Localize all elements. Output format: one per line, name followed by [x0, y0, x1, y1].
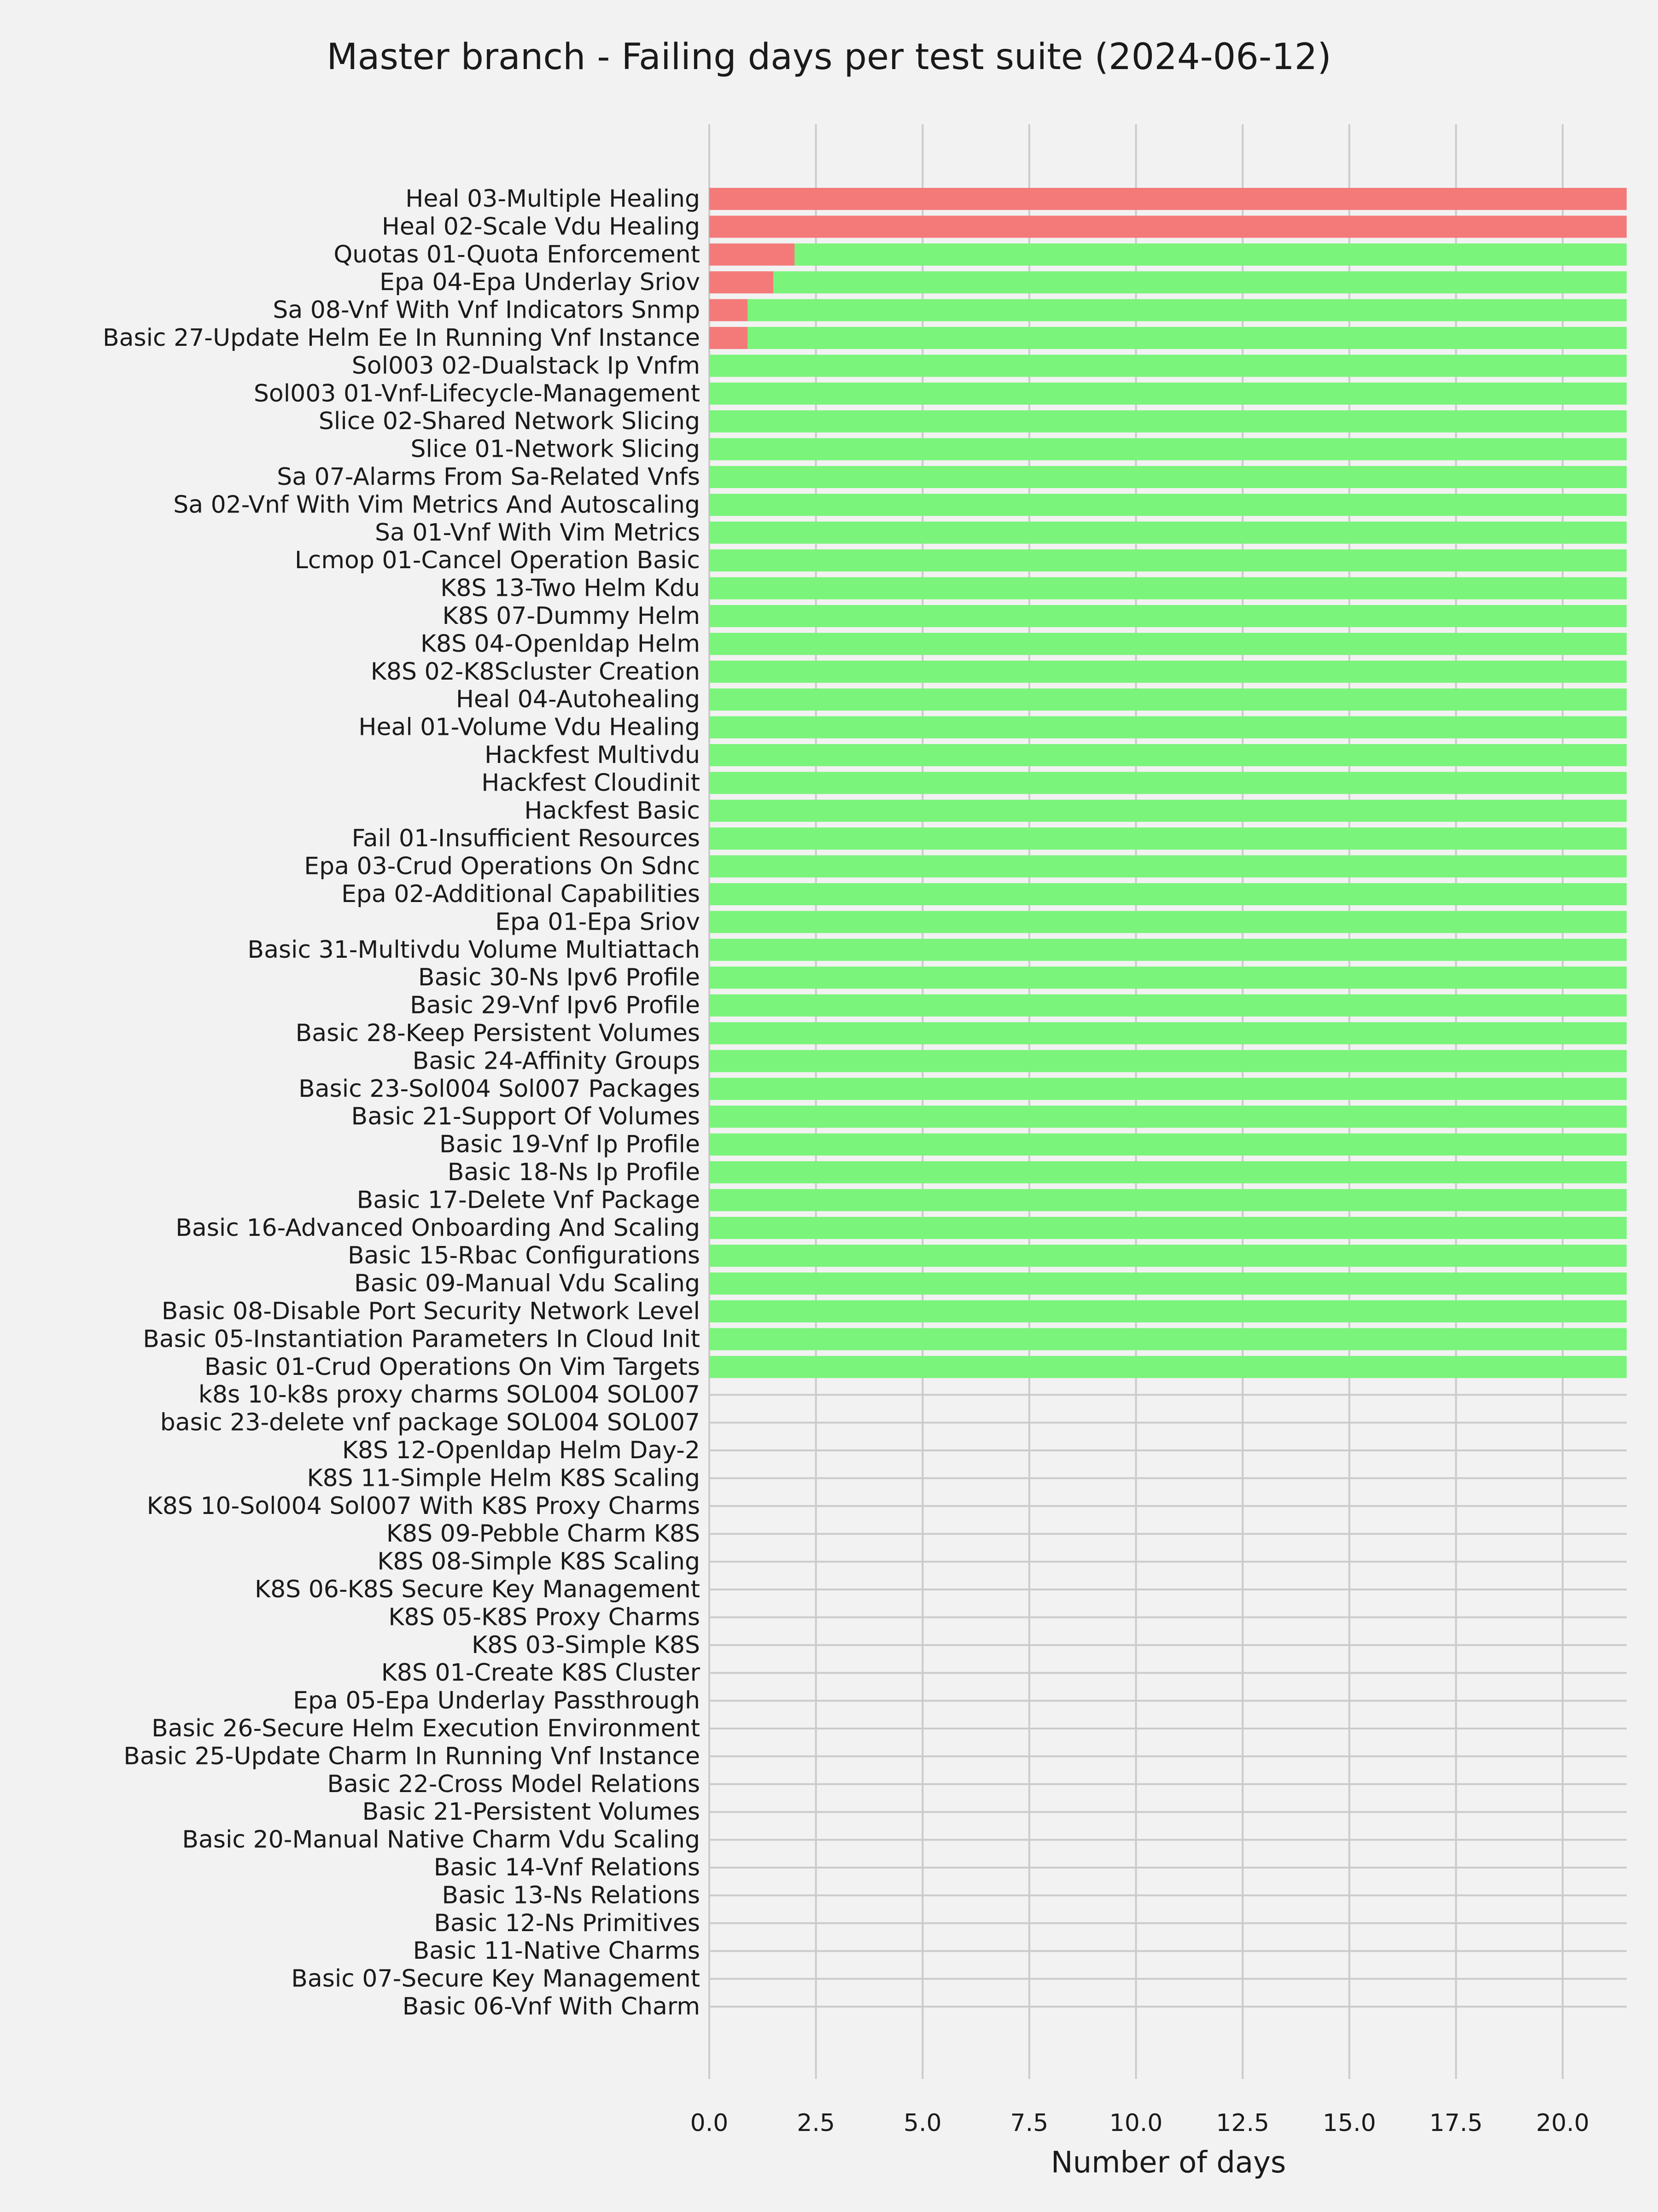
category-label: K8S 06-K8S Secure Key Management: [254, 1576, 700, 1603]
bar-passing: [709, 995, 1627, 1017]
x-tick-label: 2.5: [797, 2109, 835, 2137]
bar-passing: [709, 1022, 1627, 1044]
category-label: K8S 01-Create K8S Cluster: [381, 1659, 700, 1687]
category-label: Sa 07-Alarms From Sa-Related Vnfs: [277, 463, 700, 491]
bar-passing: [709, 1106, 1627, 1128]
bar-passing: [709, 911, 1627, 933]
bar-failing: [709, 188, 1627, 210]
category-label: Epa 04-Epa Underlay Sriov: [379, 268, 700, 297]
category-label: Heal 01-Volume Vdu Healing: [358, 713, 700, 741]
bar-passing: [794, 244, 1627, 266]
category-label: Epa 05-Epa Underlay Passthrough: [293, 1687, 700, 1715]
category-label: Basic 01-Crud Operations On Vim Targets: [204, 1353, 700, 1381]
bar-passing: [709, 633, 1627, 655]
category-label: Basic 21-Persistent Volumes: [362, 1798, 700, 1826]
bar-passing: [709, 1050, 1627, 1072]
bar-passing: [709, 827, 1627, 850]
bar-passing: [747, 299, 1627, 321]
bar-passing: [709, 939, 1627, 961]
bar-passing: [709, 577, 1627, 600]
category-label: Epa 03-Crud Operations On Sdnc: [304, 852, 700, 880]
bar-passing: [709, 1273, 1627, 1295]
category-label: Basic 20-Manual Native Charm Vdu Scaling: [182, 1826, 700, 1854]
category-label: Basic 31-Multivdu Volume Multiattach: [247, 936, 700, 964]
x-tick-label: 20.0: [1536, 2109, 1589, 2137]
bar-passing: [709, 966, 1627, 989]
category-label: Basic 09-Manual Vdu Scaling: [354, 1269, 700, 1298]
bar-passing: [709, 355, 1627, 377]
category-label: Basic 26-Secure Helm Execution Environment: [152, 1715, 700, 1742]
category-label: Epa 01-Epa Sriov: [495, 908, 700, 936]
bar-passing: [773, 271, 1627, 293]
bar-passing: [709, 383, 1627, 405]
category-label: Basic 27-Update Helm Ee In Running Vnf Instance: [102, 324, 700, 352]
category-label: Basic 21-Support Of Volumes: [351, 1103, 700, 1131]
category-label: Basic 18-Ns Ip Profile: [447, 1158, 700, 1186]
bar-passing: [709, 466, 1627, 488]
category-label: Basic 06-Vnf With Charm: [402, 1993, 700, 2020]
category-label: Basic 28-Keep Persistent Volumes: [295, 1019, 700, 1047]
category-label: Slice 02-Shared Network Slicing: [318, 407, 700, 436]
category-label: Sa 01-Vnf With Vim Metrics: [374, 518, 700, 547]
bar-failing: [709, 299, 747, 321]
bar-passing: [709, 688, 1627, 710]
category-label: Hackfest Cloudinit: [481, 769, 700, 797]
bar-passing: [709, 438, 1627, 460]
bar-passing: [709, 494, 1627, 516]
category-label: K8S 04-Openldap Helm: [420, 630, 700, 658]
bar-passing: [747, 327, 1627, 349]
bar-passing: [709, 883, 1627, 905]
bar-passing: [709, 1161, 1627, 1183]
bar-passing: [709, 1356, 1627, 1378]
x-axis-label: Number of days: [1051, 2146, 1286, 2180]
category-label: Slice 01-Network Slicing: [410, 435, 700, 463]
category-label: Sol003 02-Dualstack Ip Vnfm: [351, 352, 700, 380]
category-label: Fail 01-Insufficient Resources: [351, 825, 700, 853]
bar-passing: [709, 1189, 1627, 1211]
bars: [709, 188, 1627, 1378]
bar-passing: [709, 772, 1627, 794]
category-label: K8S 05-K8S Proxy Charms: [388, 1603, 700, 1631]
x-tick-label: 17.5: [1429, 2109, 1483, 2137]
category-label: Sa 02-Vnf With Vim Metrics And Autoscaling: [173, 491, 700, 519]
bar-failing: [709, 244, 794, 266]
x-tick-label: 15.0: [1322, 2109, 1376, 2137]
category-label: K8S 08-Simple K8S Scaling: [377, 1548, 700, 1576]
bar-failing: [709, 215, 1627, 238]
category-label: Basic 13-Ns Relations: [442, 1881, 700, 1909]
bar-passing: [709, 1245, 1627, 1267]
x-tick-label: 12.5: [1216, 2109, 1270, 2137]
category-label: K8S 02-K8Scluster Creation: [370, 658, 700, 686]
category-label: Basic 30-Ns Ipv6 Profile: [418, 964, 700, 992]
category-label: Hackfest Basic: [524, 797, 700, 825]
bar-failing: [709, 327, 747, 349]
x-tick-label: 0.0: [690, 2109, 729, 2137]
bar-passing: [709, 856, 1627, 878]
category-label: Basic 16-Advanced Onboarding And Scaling: [175, 1214, 700, 1242]
category-label: Basic 05-Instantiation Parameters In Cloud Init: [143, 1325, 700, 1353]
category-label: Basic 08-Disable Port Security Network Level: [161, 1298, 700, 1325]
category-label: Basic 17-Delete Vnf Package: [356, 1186, 700, 1214]
category-label: K8S 03-Simple K8S: [472, 1631, 700, 1659]
category-label: K8S 11-Simple Helm K8S Scaling: [307, 1464, 700, 1492]
category-label: Basic 14-Vnf Relations: [433, 1854, 700, 1881]
bar-passing: [709, 605, 1627, 627]
bar-passing: [709, 1300, 1627, 1322]
category-label: Basic 07-Secure Key Management: [291, 1965, 700, 1993]
category-label: K8S 07-Dummy Helm: [442, 602, 700, 630]
category-label: Epa 02-Additional Capabilities: [341, 880, 700, 908]
category-label: K8S 09-Pebble Charm K8S: [386, 1520, 700, 1548]
chart-title: Master branch - Failing days per test suite (2024-06-12): [327, 36, 1331, 78]
category-label: Basic 12-Ns Primitives: [434, 1909, 700, 1937]
category-label: Sa 08-Vnf With Vnf Indicators Snmp: [273, 296, 700, 324]
x-tick-label: 5.0: [903, 2109, 942, 2137]
bar-passing: [709, 800, 1627, 822]
category-label: Heal 04-Autohealing: [455, 686, 700, 714]
bar-passing: [709, 1328, 1627, 1350]
bar-passing: [709, 549, 1627, 571]
category-label: Basic 11-Native Charms: [413, 1937, 700, 1965]
bar-passing: [709, 522, 1627, 544]
category-label: Quotas 01-Quota Enforcement: [333, 240, 700, 268]
category-label: Lcmop 01-Cancel Operation Basic: [294, 547, 700, 575]
bar-passing: [709, 661, 1627, 683]
category-label: Basic 23-Sol004 Sol007 Packages: [298, 1075, 700, 1103]
category-labels: [103, 185, 701, 2020]
bar-passing: [709, 1134, 1627, 1156]
category-label: K8S 10-Sol004 Sol007 With K8S Proxy Charms: [146, 1492, 700, 1520]
category-label: Basic 22-Cross Model Relations: [327, 1770, 700, 1798]
category-label: Sol003 01-Vnf-Lifecycle-Management: [253, 379, 700, 407]
bar-passing: [709, 744, 1627, 766]
bar-failing: [709, 271, 773, 293]
category-label: Basic 24-Affinity Groups: [412, 1047, 700, 1075]
category-label: Basic 19-Vnf Ip Profile: [439, 1130, 700, 1158]
category-label: Basic 29-Vnf Ipv6 Profile: [410, 991, 700, 1019]
category-label: Heal 02-Scale Vdu Healing: [381, 213, 700, 241]
category-label: Basic 15-Rbac Configurations: [348, 1242, 700, 1270]
category-label: Hackfest Multivdu: [485, 741, 700, 769]
bar-passing: [709, 1217, 1627, 1239]
category-label: Basic 25-Update Charm In Running Vnf Instance: [123, 1742, 700, 1770]
category-label: K8S 12-Openldap Helm Day-2: [342, 1437, 700, 1464]
category-label: Heal 03-Multiple Healing: [405, 185, 700, 213]
x-tick-label: 10.0: [1109, 2109, 1163, 2137]
x-tick-labels: [690, 2109, 1589, 2137]
category-label: k8s 10-k8s proxy charms SOL004 SOL007: [198, 1381, 700, 1409]
x-tick-label: 7.5: [1010, 2109, 1049, 2137]
bar-passing: [709, 410, 1627, 432]
category-label: basic 23-delete vnf package SOL004 SOL007: [160, 1409, 700, 1437]
bar-passing: [709, 716, 1627, 739]
bar-passing: [709, 1078, 1627, 1100]
category-label: K8S 13-Two Helm Kdu: [440, 574, 700, 602]
